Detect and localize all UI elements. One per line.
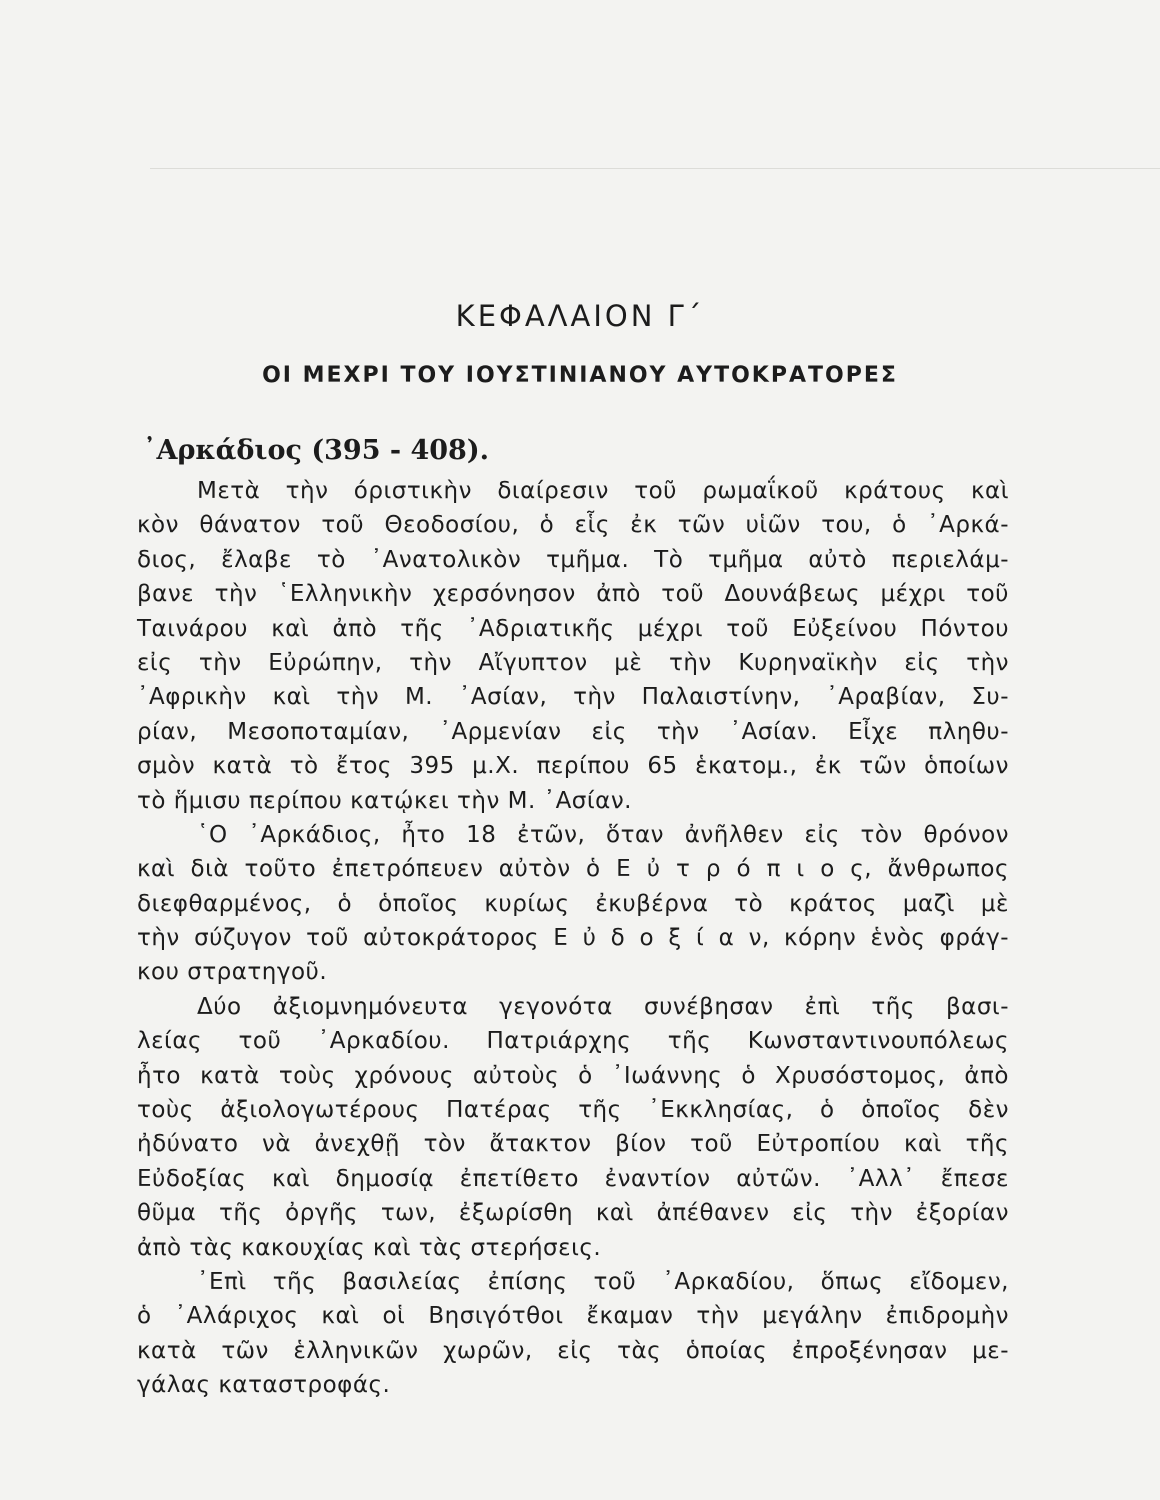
text-line: Εὐδοξίας καὶ δημοσίᾳ ἐπετίθετο ἐναντίον αὐτῶν. ᾿Αλλ᾿ ἔπεσε (137, 1165, 1009, 1192)
text-line: διος, ἔλαβε τὸ ᾿Ανατολικὸν τμῆμα. Τὸ τμῆμα αὐτὸ περιελάμ- (137, 546, 1009, 573)
text-line: ἠδύνατο νὰ ἀνεχθῇ τὸν ἄτακτον βίον τοῦ Εὐτροπίου καὶ τῆς (137, 1131, 1009, 1158)
text-line: τὴν σύζυγον τοῦ αὐτοκράτορος Ε ὐ δ ο ξ ί α ν, κόρην ἑνὸς φράγ- (137, 925, 1009, 952)
text-line: βανε τὴν ῾Ελληνικὴν χερσόνησον ἀπὸ τοῦ Δουνάβεως μέχρι τοῦ (137, 581, 1009, 608)
text-line: κατὰ τῶν ἑλληνικῶν χωρῶν, εἰς τὰς ὁποίας ἐπροξένησαν με- (137, 1337, 1009, 1364)
text-line: λείας τοῦ ᾿Αρκαδίου. Πατριάρχης τῆς Κωνσταντινουπόλεως (137, 1028, 1009, 1055)
text-line: σμὸν κατὰ τὸ ἔτος 395 μ.Χ. περίπου 65 ἑκατομ., ἐκ τῶν ὁποίων (137, 753, 1009, 780)
text-line: ρίαν, Μεσοποταμίαν, ᾿Αρμενίαν εἰς τὴν ᾿Ασίαν. Εἶχε πληθυ- (137, 718, 1009, 745)
text-line: κου στρατηγοῦ. (137, 959, 328, 986)
text-line: Μετὰ τὴν όριστικὴν διαίρεσιν τοῦ ρωμαΐκοῦ κράτους καὶ (197, 478, 1009, 504)
chapter-subtitle: ΟΙ ΜΕΧΡΙ ΤΟΥ ΙΟΥΣΤΙΝΙΑΝΟΥ ΑΥΤΟΚΡΑΤΟΡΕΣ (262, 363, 898, 389)
text-line: διεφθαρμένος, ὁ ὁποῖος κυρίως ἐκυβέρνα τὸ κράτος μαζὶ μὲ (137, 890, 1009, 917)
text-line: ὁ ᾿Αλάριχος καὶ οἱ Βησιγότθοι ἔκαμαν τὴν μεγάλην ἐπιδρομὴν (137, 1303, 1009, 1330)
body-text (137, 474, 1009, 1403)
text-line: θῦμα τῆς ὀργῆς των, ἐξωρίσθη καὶ ἀπέθανεν εἰς τὴν ἐξορίαν (137, 1200, 1009, 1227)
text-line: Δύο ἀξιομνημόνευτα γεγονότα συνέβησαν ἐπὶ τῆς βασι- (197, 993, 1009, 1020)
section-heading: ᾿Αρκάδιος (395 - 408). (143, 435, 490, 466)
text-line: ῾Ο ᾿Αρκάδιος, ἦτο 18 ἐτῶν, ὅταν ἀνῆλθεν εἰς τὸν θρόνον (197, 821, 1009, 848)
text-line: εἰς τὴν Εὐρώπην, τὴν Αἴγυπτον μὲ τὴν Κυρηναϊκὴν εἰς τὴν (137, 649, 1009, 676)
text-line: κὸν θάνατον τοῦ Θεοδοσίου, ὁ εἷς ἐκ τῶν υἱῶν του, ὁ ᾿Αρκά- (137, 512, 1009, 539)
text-line: ἀπὸ τὰς κακουχίας καὶ τὰς στερήσεις. (137, 1234, 602, 1261)
text-line: ᾿Επὶ τῆς βασιλείας ἐπίσης τοῦ ᾿Αρκαδίου, ὅπως εἴδομεν, (197, 1268, 1009, 1295)
bleed-through-rule (150, 168, 1160, 169)
text-line: τοὺς ἀξιολογωτέρους Πατέρας τῆς ᾿Εκκλησίας, ὁ ὁποῖος δὲν (137, 1097, 1009, 1124)
text-line: γάλας καταστροφάς. (137, 1372, 391, 1399)
chapter-title: ΚΕΦΑΛΑΙΟΝ Γ΄ (455, 299, 705, 334)
text-line: ᾿Αφρικὴν καὶ τὴν Μ. ᾿Ασίαν, τὴν Παλαιστίνην, ᾿Αραβίαν, Συ- (137, 684, 1009, 711)
text-line: καὶ διὰ τοῦτο ἐπετρόπευεν αὐτὸν ὁ Ε ὐ τ ρ ό π ι ο ς, ἄνθρωπος (137, 856, 1009, 883)
text-line: τὸ ἥμισυ περίπου κατῴκει τὴν Μ. ᾿Ασίαν. (137, 787, 632, 814)
text-line: Ταινάρου καὶ ἀπὸ τῆς ᾿Αδριατικῆς μέχρι τοῦ Εὐξείνου Πόντου (137, 615, 1009, 642)
text-line: ἦτο κατὰ τοὺς χρόνους αὐτοὺς ὁ ᾿Ιωάννης ὁ Χρυσόστομος, ἀπὸ (137, 1062, 1009, 1089)
